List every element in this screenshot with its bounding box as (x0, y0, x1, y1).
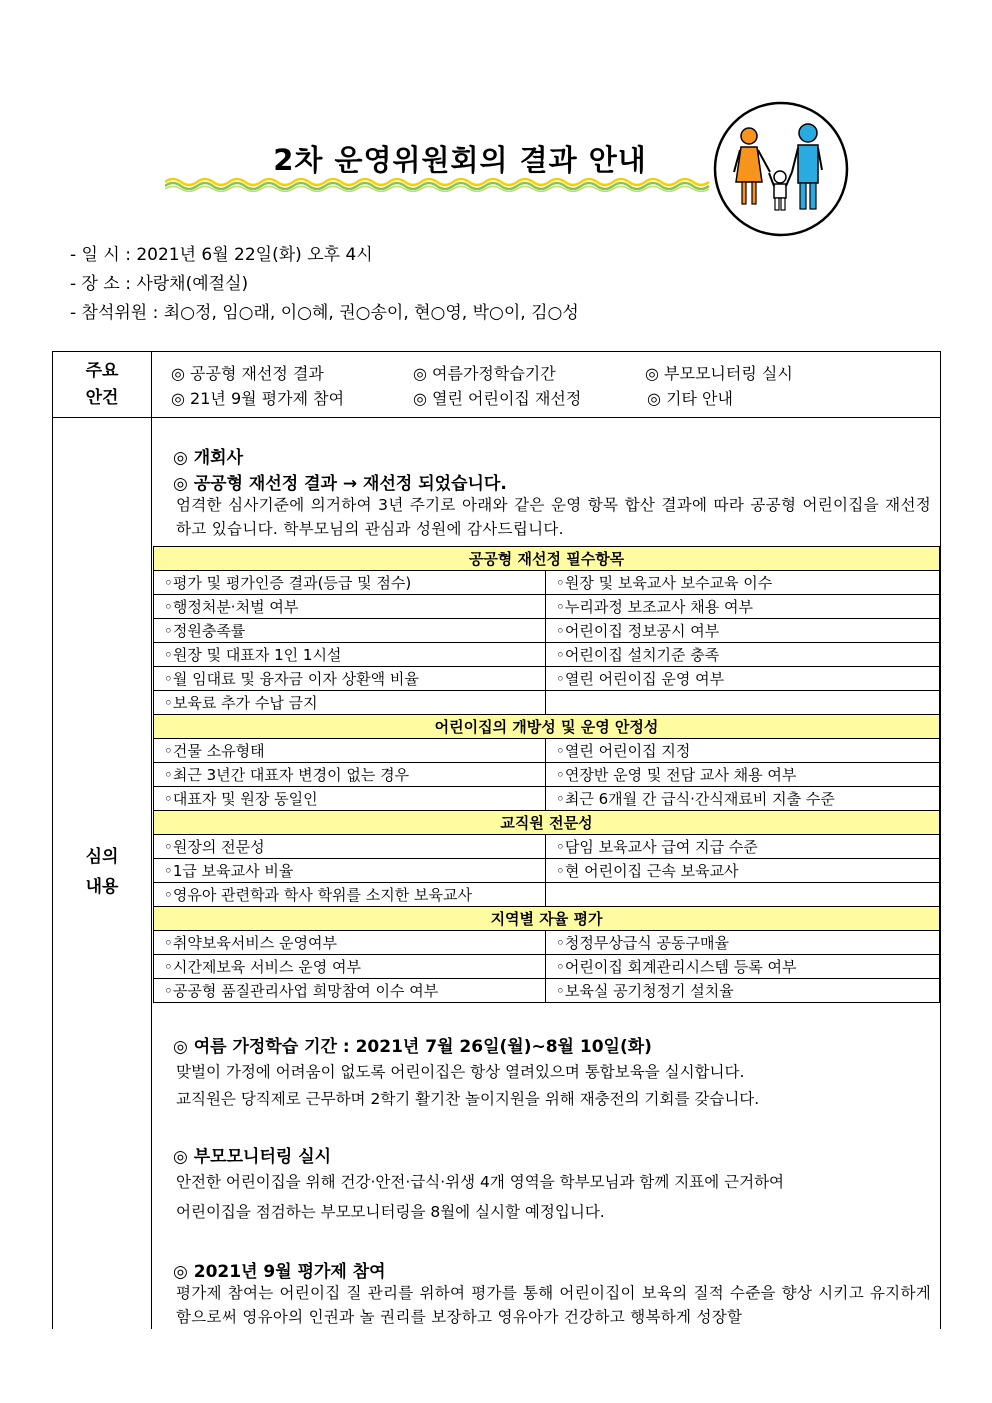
agenda-item: ◎ 기타 안내 (647, 389, 733, 408)
reselection-heading: ◎ 공공형 재선정 결과 → 재선정 되었습니다. (173, 474, 507, 494)
evaluation-heading: ◎ 2021년 9월 평가제 참여 (173, 1262, 386, 1282)
table-cell: ◦누리과정 보조교사 채용 여부 (546, 595, 940, 619)
agenda-item: ◎ 21년 9월 평가제 참여 (171, 389, 345, 408)
column-divider (151, 352, 152, 1329)
monitoring-text-2: 어린이집을 점검하는 부모모니터링을 8월에 실시할 예정입니다. (176, 1203, 605, 1221)
table-row (154, 859, 940, 883)
table-cell (546, 691, 940, 715)
table-cell: ◦어린이집 회계관리시스템 등록 여부 (546, 955, 940, 979)
table-row (154, 619, 940, 643)
table-cell: ◦건물 소유형태 (154, 739, 546, 763)
content-label: 심의 내용 (85, 847, 119, 897)
table-cell: ◦1급 보육교사 비율 (154, 859, 546, 883)
table-cell: ◦원장의 전문성 (154, 835, 546, 859)
agenda-item: ◎ 부모모니터링 실시 (645, 364, 793, 383)
table-row (154, 571, 940, 595)
table-section-header: 교직원 전문성 (154, 811, 940, 835)
table-cell: ◦원장 및 대표자 1인 1시설 (154, 643, 546, 667)
table-row (154, 979, 940, 1003)
agenda-label: 주요 안건 (85, 361, 119, 408)
table-cell: ◦어린이집 정보공시 여부 (546, 619, 940, 643)
table-cell: ◦어린이집 설치기준 충족 (546, 643, 940, 667)
family-icon (712, 100, 850, 238)
agenda-item: ◎ 공공형 재선정 결과 (171, 364, 324, 383)
table-cell: ◦공공형 품질관리사업 희망참여 이수 여부 (154, 979, 546, 1003)
table-row (154, 883, 940, 907)
monitoring-text-1: 안전한 어린이집을 위해 건강·안전·급식·위생 4개 영역을 학부모님과 함께 지표에 근거하여 (176, 1173, 785, 1191)
table-cell: ◦영유아 관련학과 학사 학위를 소지한 보육교사 (154, 883, 546, 907)
table-cell: ◦취약보육서비스 운영여부 (154, 931, 546, 955)
table-cell: ◦최근 3년간 대표자 변경이 없는 경우 (154, 763, 546, 787)
opening-heading: ◎ 개회사 (173, 448, 244, 468)
table-row (154, 931, 940, 955)
table-cell: ◦원장 및 보육교사 보수교육 이수 (546, 571, 940, 595)
table-cell: ◦정원충족률 (154, 619, 546, 643)
agenda-item: ◎ 열린 어린이집 재선정 (413, 389, 582, 408)
table-cell: ◦최근 6개월 간 급식·간식재료비 지출 수준 (546, 787, 940, 811)
table-cell: ◦대표자 및 원장 동일인 (154, 787, 546, 811)
table-cell: ◦월 임대료 및 융자금 이자 상환액 비율 (154, 667, 546, 691)
table-row (154, 763, 940, 787)
evaluation-text: 평가제 참여는 어린이집 질 관리를 위하여 평가를 통해 어린이집이 보육의 질적 수준을 향상 시키고 유지하게 함으로써 영유아의 인권과 놀 권리를 보장하고 영유아가 건강하고 행복하게 성장할 (176, 1284, 931, 1326)
summer-heading: ◎ 여름 가정학습 기간 : 2021년 7월 26일(월)~8월 10일(화) (173, 1037, 652, 1057)
table-cell: ◦열린 어린이집 지정 (546, 739, 940, 763)
meeting-date: - 일 시 : 2021년 6월 22일(화) 오후 4시 (70, 245, 373, 265)
meeting-members: - 참석위원 : 최○정, 임○래, 이○혜, 권○송이, 현○영, 박○이, 김○성 (70, 303, 579, 323)
table-cell: ◦보육료 추가 수납 금지 (154, 691, 546, 715)
table-cell: ◦행정처분·처벌 여부 (154, 595, 546, 619)
criteria-table (153, 546, 940, 1003)
table-row (154, 787, 940, 811)
table-row (154, 835, 940, 859)
summer-text-2: 교직원은 당직제로 근무하며 2학기 활기찬 놀이지원을 위해 재충전의 기회를 갖습니다. (176, 1090, 760, 1108)
table-cell: ◦청정무상급식 공동구매율 (546, 931, 940, 955)
table-cell: ◦열린 어린이집 운영 여부 (546, 667, 940, 691)
table-cell: ◦평가 및 평가인증 결과(등급 및 점수) (154, 571, 546, 595)
table-row (154, 667, 940, 691)
title-wave-decoration (165, 176, 713, 192)
table-section-header: 지역별 자율 평가 (154, 907, 940, 931)
table-cell: ◦담임 보육교사 급여 지급 수준 (546, 835, 940, 859)
table-cell: ◦연장반 운영 및 전담 교사 채용 여부 (546, 763, 940, 787)
reselection-text: 엄격한 심사기준에 의거하여 3년 주기로 아래와 같은 운영 항목 합산 결과에 따라 공공형 어린이집을 재선정하고 있습니다. 학부모님의 관심과 성원에 감사드립니다. (176, 496, 931, 538)
meeting-place: - 장 소 : 사랑채(예절실) (70, 274, 249, 294)
summer-text-1: 맞벌이 가정에 어려움이 없도록 어린이집은 항상 열려있으며 통합보육을 실시합니다. (176, 1063, 745, 1081)
table-cell: ◦시간제보육 서비스 운영 여부 (154, 955, 546, 979)
table-row (154, 595, 940, 619)
table-row (154, 955, 940, 979)
table-section-header: 공공형 재선정 필수항목 (154, 547, 940, 571)
table-cell: ◦현 어린이집 근속 보육교사 (546, 859, 940, 883)
table-row (154, 739, 940, 763)
monitoring-heading: ◎ 부모모니터링 실시 (173, 1147, 332, 1167)
table-row (154, 691, 940, 715)
table-cell (546, 883, 940, 907)
page-title: 2차 운영위원회의 결과 안내 (273, 143, 647, 177)
agenda-item: ◎ 여름가정학습기간 (413, 364, 556, 383)
main-table (52, 351, 941, 1329)
table-section-header: 어린이집의 개방성 및 운영 안정성 (154, 715, 940, 739)
table-cell: ◦보육실 공기청정기 설치율 (546, 979, 940, 1003)
row-divider (53, 417, 940, 418)
table-row (154, 643, 940, 667)
